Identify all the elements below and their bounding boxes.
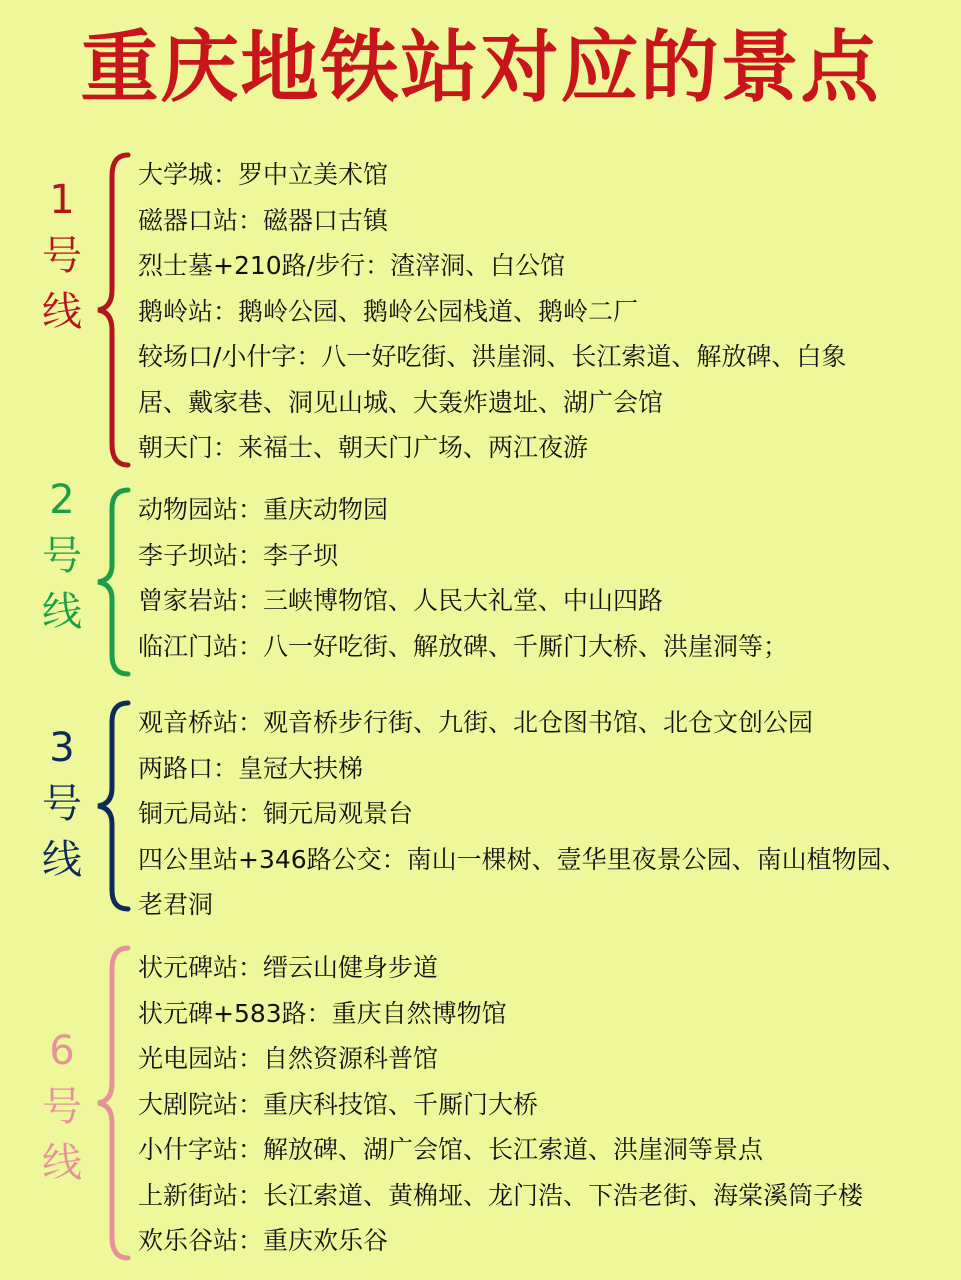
line-2-section — [0, 477, 961, 677]
list-item: 动物园站：重庆动物园 — [138, 495, 389, 524]
line-number: 3 — [49, 725, 75, 771]
list-item: 大学城：罗中立美术馆 — [138, 160, 389, 189]
line-6-label — [30, 1023, 94, 1191]
line-6-brace — [92, 945, 136, 1261]
list-item: 老君洞 — [138, 890, 214, 919]
list-item: 状元碑+583路：重庆自然博物馆 — [138, 998, 507, 1028]
line-6-list — [138, 945, 948, 1264]
line-number: 1 — [49, 177, 75, 223]
list-item: 两路口：皇冠大扶梯 — [138, 753, 364, 783]
page-title: 重庆地铁站对应的景点 — [80, 23, 881, 113]
list-item: 鹅岭站：鹅岭公园、鹅岭公园栈道、鹅岭二厂 — [138, 296, 639, 326]
line-2-brace — [92, 487, 136, 677]
line-2-list — [138, 487, 948, 669]
line-1-brace — [92, 152, 136, 468]
line-number: 6 — [49, 1028, 75, 1074]
list-item: 铜元局站：铜元局观景台 — [138, 799, 414, 828]
list-item: 光电园站：自然资源科普馆 — [138, 1044, 439, 1073]
list-item: 临江门站：八一好吃街、解放碑、千厮门大桥、洪崖洞等； — [138, 631, 789, 661]
list-item: 烈士墓+210路/步行：渣滓洞、白公馆 — [138, 251, 566, 280]
list-item: 曾家岩站：三峡博物馆、人民大礼堂、中山四路 — [138, 586, 664, 615]
list-item: 居、戴家巷、洞见山城、大轰炸遗址、湖广会馆 — [138, 387, 664, 417]
line-label-hao: 号 — [42, 1084, 82, 1130]
list-item: 李子坝站：李子坝 — [138, 540, 339, 570]
list-item: 朝天门：来福士、朝天门广场、两江夜游 — [138, 433, 589, 462]
list-item: 小什字站：解放碑、湖广会馆、长江索道、洪崖洞等景点 — [138, 1135, 764, 1164]
line-2-label — [30, 472, 94, 640]
line-3-brace — [92, 700, 136, 912]
line-6-section — [0, 945, 961, 1261]
line-label-xian: 线 — [42, 589, 82, 635]
line-3-section — [0, 700, 961, 919]
list-item: 大剧院站：重庆科技馆、千厮门大桥 — [138, 1089, 539, 1119]
list-item: 状元碑站：缙云山健身步道 — [138, 953, 439, 982]
line-1-label — [30, 172, 94, 340]
list-item: 观音桥站：观音桥步行街、九街、北仓图书馆、北仓文创公园 — [138, 708, 814, 737]
line-label-xian: 线 — [42, 1140, 82, 1186]
line-label-hao: 号 — [42, 233, 82, 279]
line-number: 2 — [49, 477, 75, 523]
line-3-label — [30, 720, 94, 888]
list-item: 欢乐谷站：重庆欢乐谷 — [138, 1226, 389, 1255]
line-label-hao: 号 — [42, 781, 82, 827]
line-label-hao: 号 — [42, 533, 82, 579]
line-label-xian: 线 — [42, 837, 82, 883]
line-1-list — [138, 152, 948, 471]
line-label-xian: 线 — [42, 289, 82, 335]
list-item: 四公里站+346路公交：南山一棵树、壹华里夜景公园、南山植物园、 — [138, 844, 907, 874]
line-1-section — [0, 152, 961, 468]
list-item: 上新街站：长江索道、黄桷垭、龙门浩、下浩老街、海棠溪筒子楼 — [138, 1180, 864, 1210]
line-3-list — [138, 700, 948, 928]
list-item: 较场口/小什字：八一好吃街、洪崖洞、长江索道、解放碑、白象 — [138, 342, 847, 371]
list-item: 磁器口站：磁器口古镇 — [138, 205, 389, 235]
